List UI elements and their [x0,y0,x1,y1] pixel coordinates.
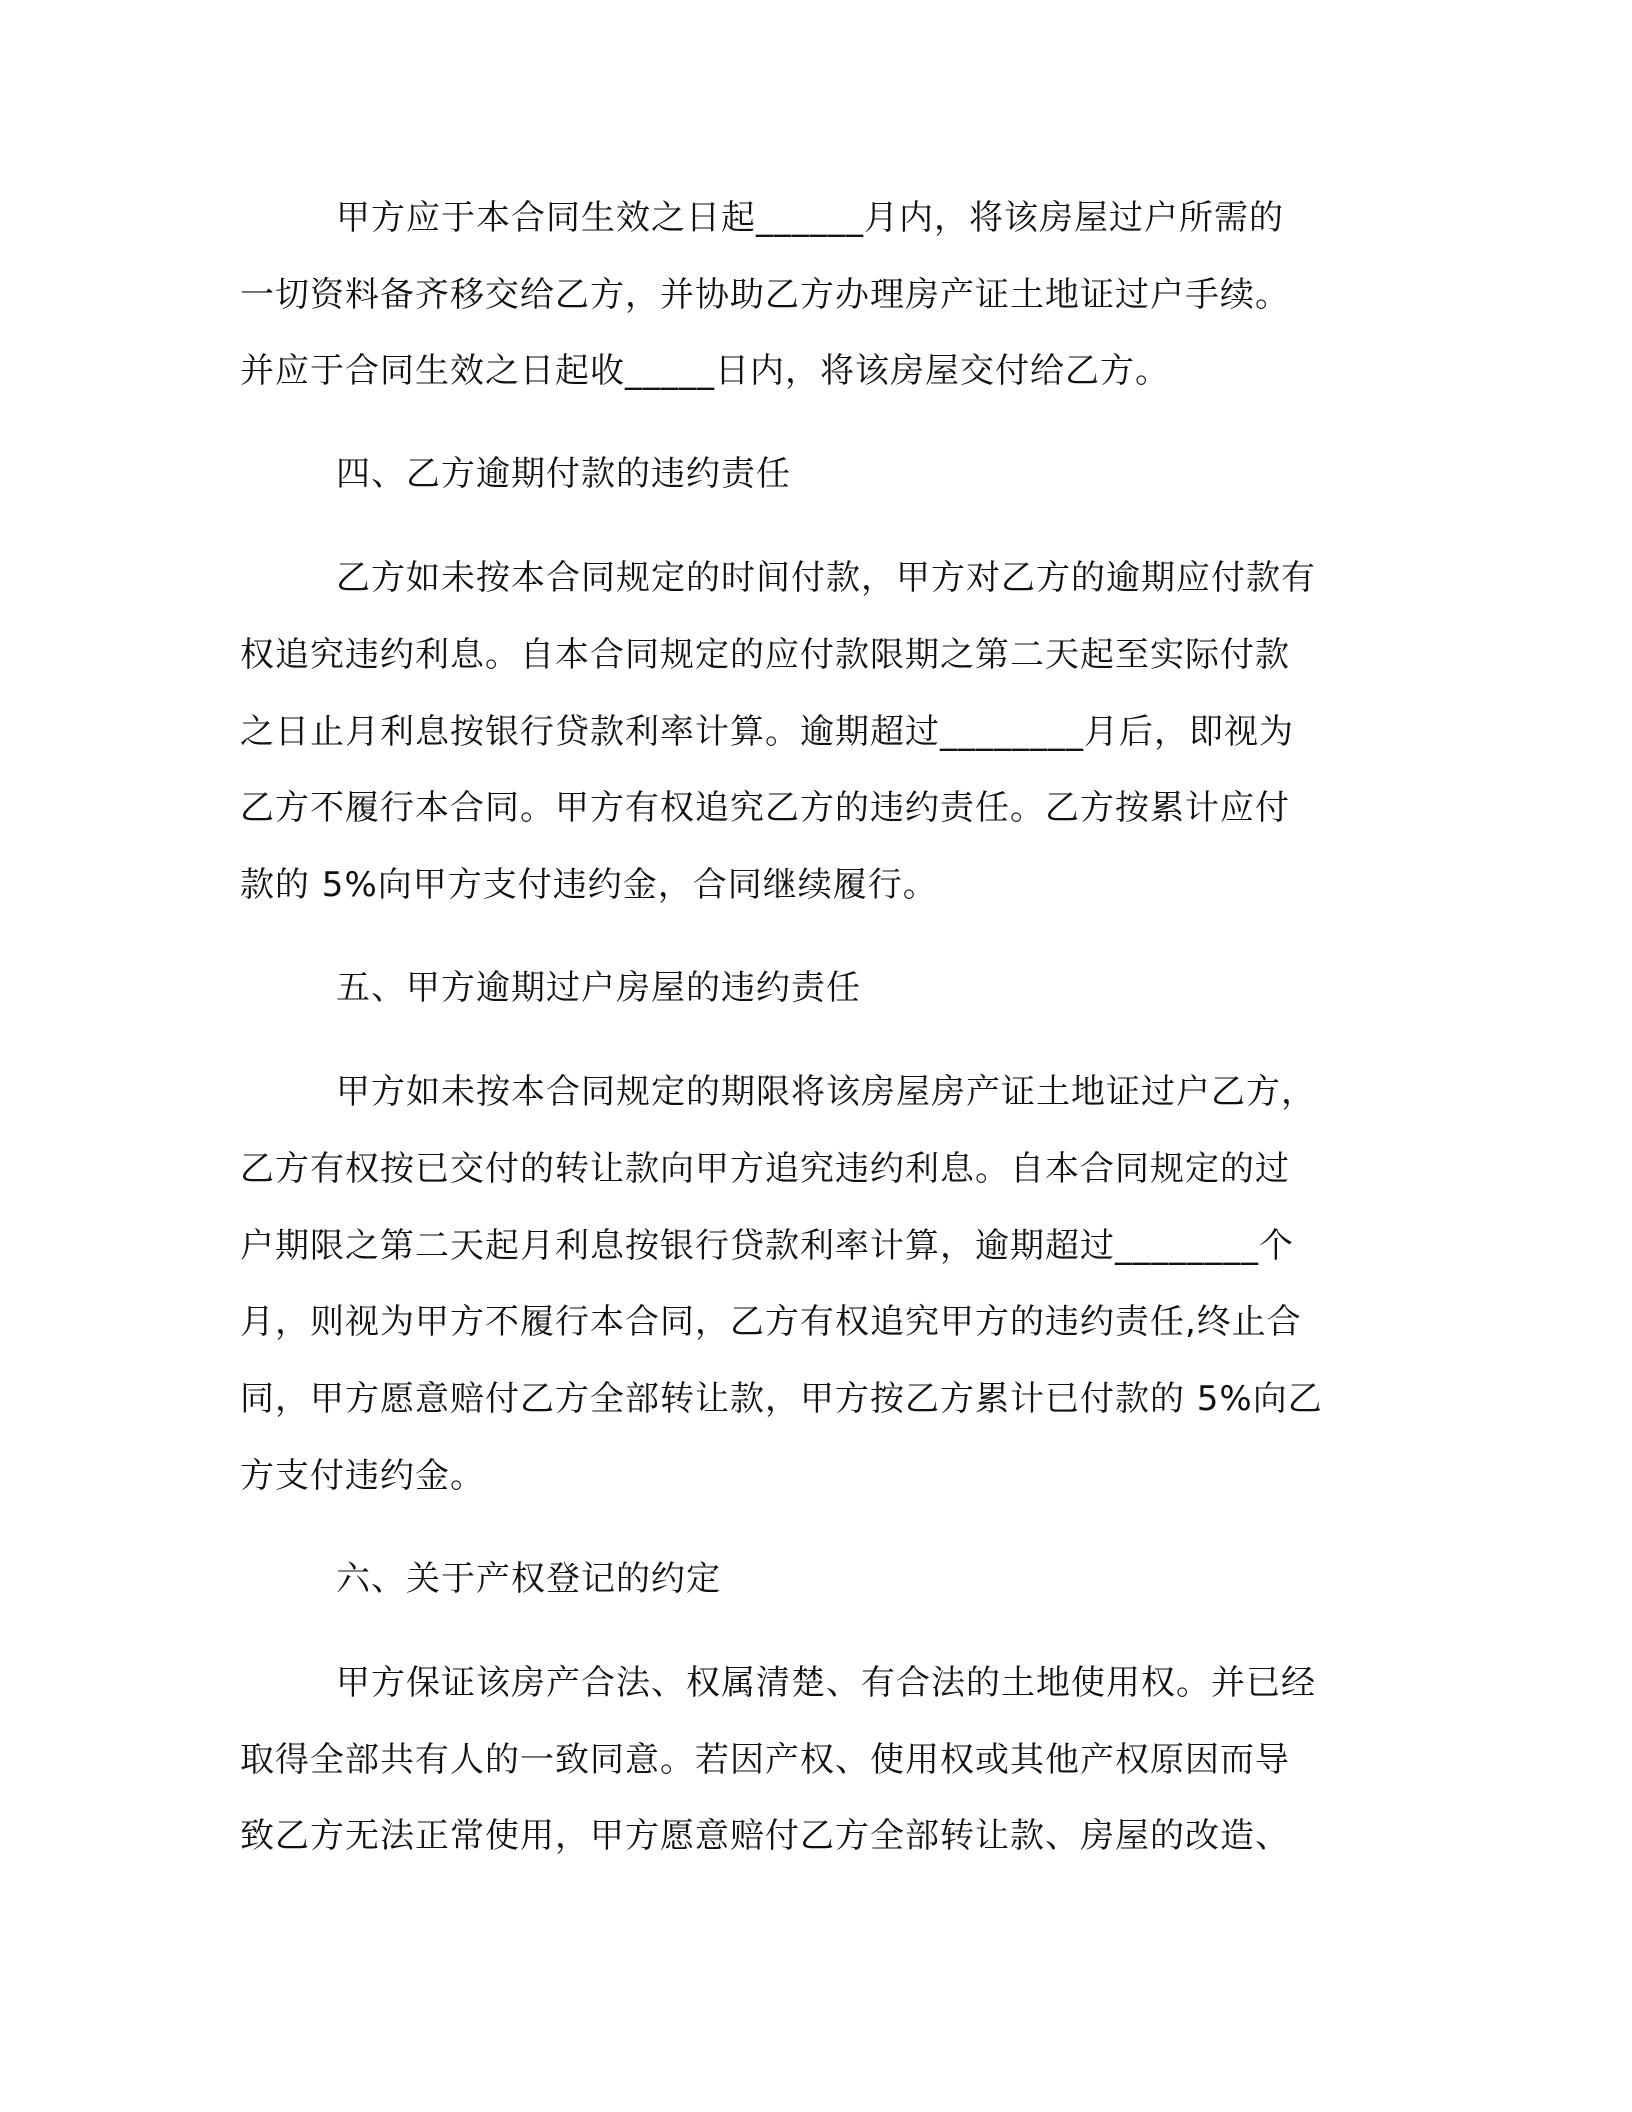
text-line: 同，甲方愿意赔付乙方全部转让款，甲方按乙方累计已付款的 5%向乙 [240,1379,1323,1419]
text-line: 款的 5%向甲方支付违约金，合同继续履行。 [240,865,938,905]
text-line: 权追究违约利息。自本合同规定的应付款限期之第二天起至实际付款 [240,635,1290,675]
text-line: 户期限之第二天起月利息按银行贷款利率计算，逾期超过________个 [240,1226,1294,1266]
text-line: 致乙方无法正常使用，甲方愿意赔付乙方全部转让款、房屋的改造、 [240,1816,1290,1856]
text-line: 之日止月利息按银行贷款利率计算。逾期超过________月后，即视为 [240,712,1294,752]
text-line: 甲方保证该房产合法、权属清楚、有合法的土地使用权。并已经 [336,1663,1316,1703]
text-line: 乙方如未按本合同规定的时间付款，甲方对乙方的逾期应付款有 [336,558,1316,598]
text-line: 方支付违约金。 [240,1456,485,1496]
text-line: 乙方有权按已交付的转让款向甲方追究违约利息。自本合同规定的过 [240,1149,1290,1189]
text-line: 取得全部共有人的一致同意。若因产权、使用权或其他产权原因而导 [240,1740,1290,1780]
text-line: 甲方应于本合同生效之日起______月内，将该房屋过户所需的 [336,198,1284,238]
text-line: 并应于合同生效之日起收_____日内，将该房屋交付给乙方。 [240,351,1170,391]
text-line: 月，则视为甲方不履行本合同，乙方有权追究甲方的违约责任,终止合 [240,1302,1302,1342]
text-line: 一切资料备齐移交给乙方，并协助乙方办理房产证土地证过户手续。 [240,275,1290,315]
section-heading: 五、甲方逾期过户房屋的违约责任 [336,968,861,1008]
text-line: 甲方如未按本合同规定的期限将该房屋房产证土地证过户乙方， [336,1072,1316,1112]
section-heading: 六、关于产权登记的约定 [336,1559,721,1599]
section-heading: 四、乙方逾期付款的违约责任 [336,454,791,494]
text-line: 乙方不履行本合同。甲方有权追究乙方的违约责任。乙方按累计应付 [240,788,1290,828]
